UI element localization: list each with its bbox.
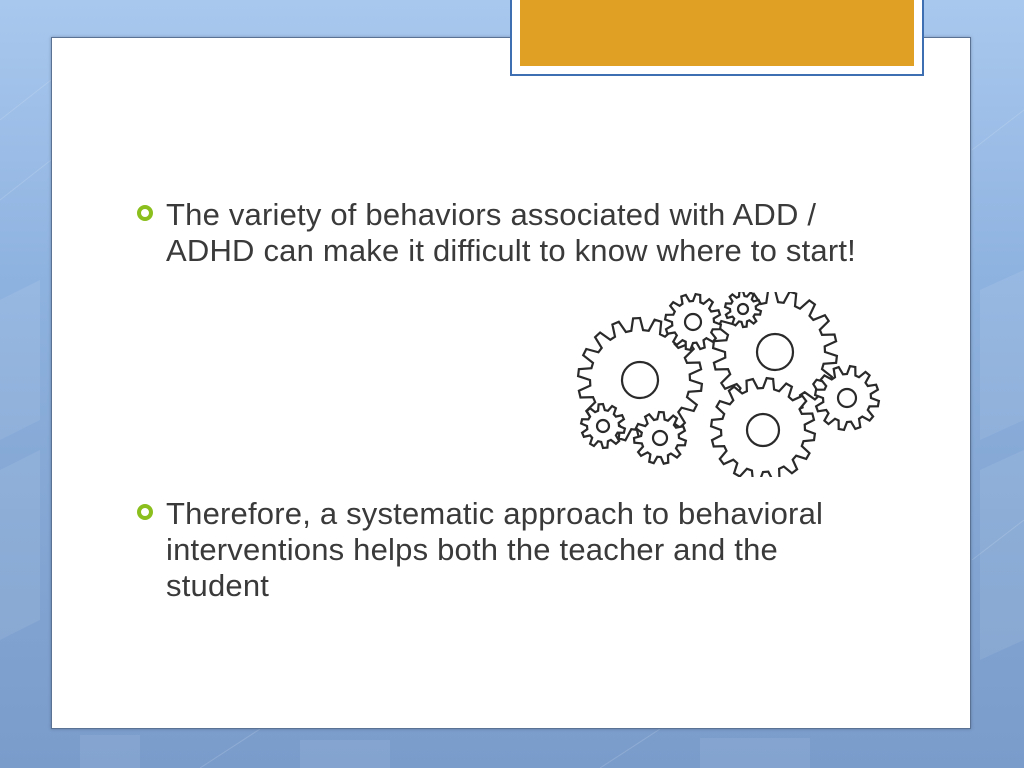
title-placeholder-frame [510,0,924,76]
hollow-circle-bullet-icon [136,197,166,227]
gear-hub [757,334,793,370]
hollow-circle-bullet-icon [136,496,166,526]
bullet-item-2 [136,496,856,604]
gear-hub [747,414,779,446]
title-placeholder-fill [520,0,914,66]
bullet-item-1 [136,197,856,269]
bullet-text-1: The variety of behaviors associated with ADD / ADHD can make it difficult to know where to start! [166,197,856,268]
gear-hub [738,304,748,314]
gears-icon [575,292,895,477]
gear-hub [653,431,667,445]
gear-hub [685,314,701,330]
bullet-text-2: Therefore, a systematic approach to behavioral interventions helps both the teacher and the student [166,496,824,603]
gear-hub [838,389,856,407]
gear-hub [622,362,658,398]
gear-hub [597,420,609,432]
